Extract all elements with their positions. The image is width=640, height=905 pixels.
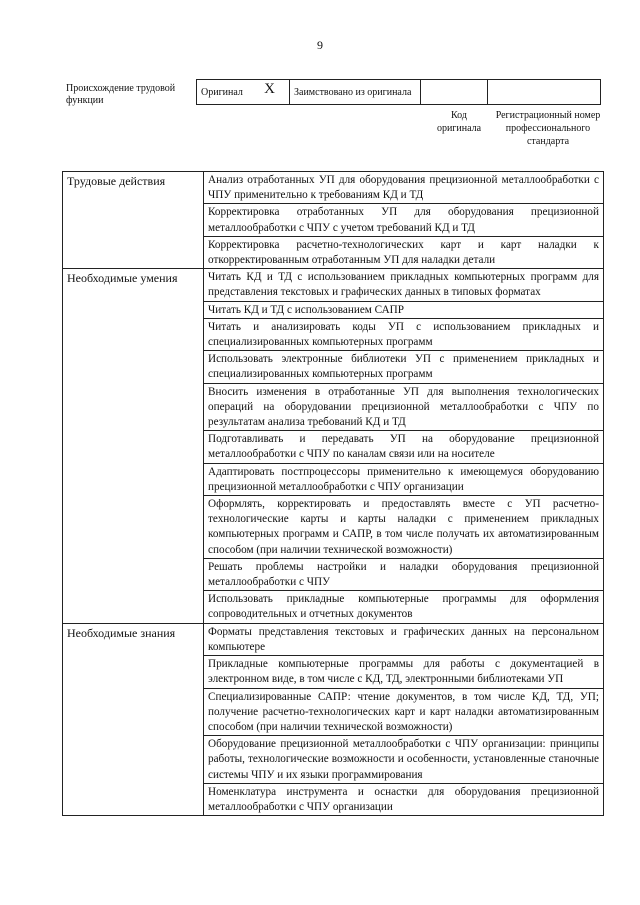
section-item: Использовать прикладные компьютерные программы для оформления сопроводительных и отчетных документов (204, 591, 604, 623)
section-title-skills: Необходимые умения (63, 269, 204, 623)
section-item: Оформлять, корректировать и предоставлять вместе с УП расчетно-технологические карты и карты наладки с применением прикладных компьютерных программ и САПР, в том числе получать их автоматизированным способом (при наличии технической возможности) (204, 496, 604, 559)
origin-label: Происхождение трудовой функции (66, 83, 176, 106)
section-item: Анализ отработанных УП для оборудования прецизионной металлообработки с ЧПУ применительно к требованиям КД и ТД (204, 172, 604, 204)
section-item: Подготавливать и передавать УП на оборудование прецизионной металлообработки с ЧПУ по каналам связи или на носителе (204, 431, 604, 463)
section-item: Форматы представления текстовых и графических данных на персональном компьютере (204, 623, 604, 655)
section-item: Использовать электронные библиотеки УП с применением прикладных и специализированных компьютерных программ (204, 351, 604, 383)
section-item: Корректировка отработанных УП для оборудования прецизионной металлообработки с ЧПУ с учетом требований КД и ТД (204, 204, 604, 236)
table-row (63, 172, 604, 204)
section-item: Корректировка расчетно-технологических карт и карт наладки к откорректированным отработанным УП для наладки детали (204, 236, 604, 268)
borrowed-cell: Заимствовано из оригинала (290, 80, 421, 105)
registration-number-cell (488, 80, 601, 105)
origin-table (196, 79, 601, 105)
registration-caption: Регистрационный номер профессионального стандарта (495, 110, 601, 147)
section-item: Прикладные компьютерные программы для работы с документацией в электронном виде, в том числе с КД, ТД, электронными библиотеками УП (204, 656, 604, 688)
page-number: 9 (317, 38, 323, 52)
section-item: Специализированные САПР: чтение документов, в том числе КД, ТД, УП; получение расчетно-технологических карт и карт наладки автоматизированным способом (при наличии технической возможности) (204, 688, 604, 736)
original-cell (197, 80, 290, 105)
function-details-table (62, 171, 604, 816)
section-item: Читать КД и ТД с использованием САПР (204, 301, 604, 318)
section-item: Адаптировать постпроцессоры применительно к имеющемуся оборудованию прецизионной металлообработки с ЧПУ организации (204, 463, 604, 495)
section-item: Оборудование прецизионной металлообработки с ЧПУ организации: принципы работы, технологические возможности и особенности, установленные станочные системы ЧПУ и их языки программирования (204, 736, 604, 784)
table-row (63, 623, 604, 655)
section-item: Читать КД и ТД с использованием прикладных компьютерных программ для представления текстовых и графических данных в типовых форматах (204, 269, 604, 301)
section-title-actions: Трудовые действия (63, 172, 204, 269)
code-caption: Код оригинала (436, 110, 482, 134)
section-item: Решать проблемы настройки и наладки оборудования прецизионной металлообработки с ЧПУ (204, 558, 604, 590)
table-row (63, 269, 604, 301)
section-item: Вносить изменения в отработанные УП для выполнения технологических операций на оборудовании прецизионной металлообработки с ЧПУ по результатам анализа требований КД и ТД (204, 383, 604, 431)
section-title-knowledge: Необходимые знания (63, 623, 204, 815)
original-mark: X (264, 81, 275, 97)
section-item: Номенклатура инструмента и оснастки для оборудования прецизионной металлообработки с ЧПУ организации (204, 783, 604, 815)
section-item: Читать и анализировать коды УП с использованием прикладных и специализированных компьютерных программ (204, 318, 604, 350)
original-code-cell (421, 80, 488, 105)
original-label: Оригинал (201, 86, 243, 98)
